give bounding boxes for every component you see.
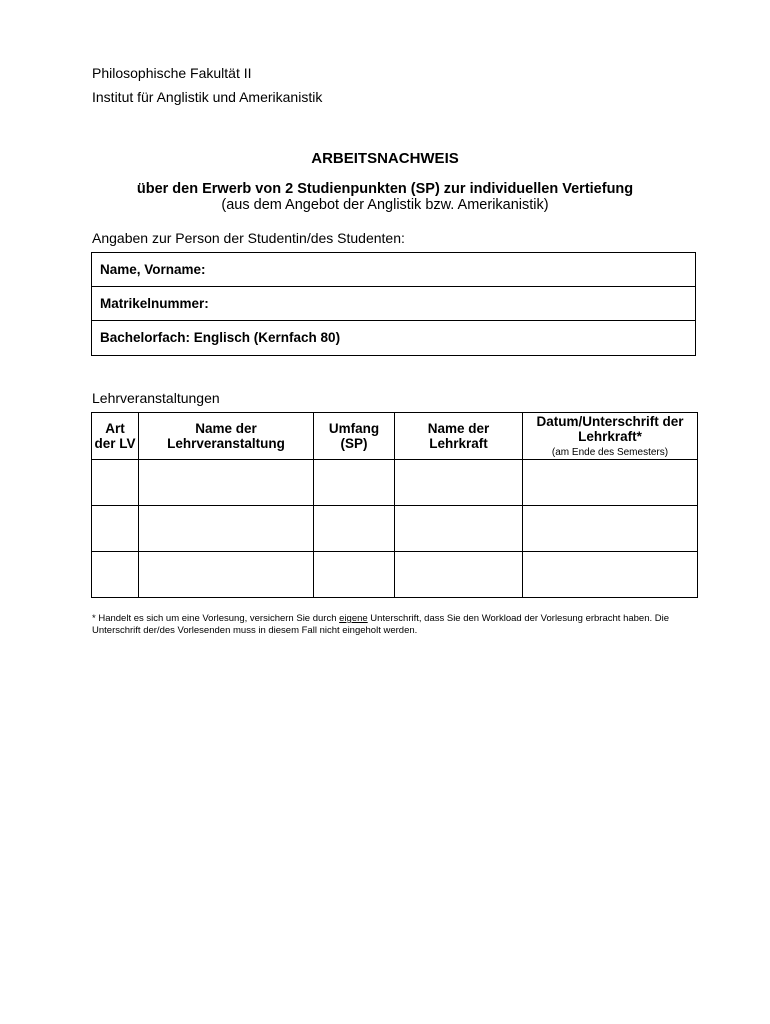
column-header-line: Name der — [427, 421, 490, 436]
column-header-line: Lehrkraft* — [578, 428, 642, 444]
table-cell[interactable] — [523, 460, 698, 506]
table-cell[interactable] — [139, 552, 314, 598]
column-header-line: Datum/Unterschrift der — [536, 413, 684, 429]
column-header-signature — [523, 413, 698, 460]
courses-section-heading: Lehrveranstaltungen — [92, 390, 220, 406]
table-cell[interactable] — [314, 506, 395, 552]
column-header-line: Lehrkraft — [429, 436, 488, 451]
table-cell[interactable] — [395, 506, 523, 552]
column-header-line: der LV — [94, 436, 136, 451]
column-header-line: Art — [105, 421, 125, 436]
footnote-emphasis: eigene — [339, 613, 368, 624]
faculty-name: Philosophische Fakultät II — [92, 65, 252, 81]
table-row — [92, 552, 698, 598]
column-header-course-name — [139, 413, 314, 460]
footnote-text: * Handelt es sich um eine Vorlesung, versichern Sie durch — [92, 613, 340, 624]
document-subtitle: über den Erwerb von 2 Studienpunkten (SP) zur individuellen Vertiefung — [136, 181, 634, 197]
table-cell[interactable] — [523, 552, 698, 598]
table-cell[interactable] — [139, 506, 314, 552]
table-header-row — [92, 413, 698, 460]
column-header-line: (SP) — [340, 436, 368, 451]
table-cell[interactable] — [395, 552, 523, 598]
document-title: ARBEITSNACHWEIS — [311, 150, 459, 167]
table-cell[interactable] — [314, 552, 395, 598]
column-header-credits — [314, 413, 395, 460]
table-cell[interactable] — [139, 460, 314, 506]
column-header-line: Name der — [195, 421, 257, 436]
column-header-note: (am Ende des Semesters) — [551, 446, 669, 458]
table-cell[interactable] — [92, 506, 139, 552]
footnote — [92, 613, 682, 637]
person-info-box — [91, 252, 696, 356]
column-header-line: Lehrveranstaltung — [167, 436, 285, 451]
column-header-course-type — [92, 413, 139, 460]
bachelor-subject-field: Bachelorfach: Englisch (Kernfach 80) — [100, 330, 341, 345]
footnote-text: Unterschrift, dass Sie den Workload der Vorlesung erbracht haben. Die Unterschrift der/des Vorlesenden muss in diesem Fall nicht eingeholt werden. — [92, 613, 670, 636]
table-row — [92, 506, 698, 552]
courses-table — [91, 412, 698, 598]
institute-name: Institut für Anglistik und Amerikanistik — [92, 89, 323, 105]
table-row — [92, 460, 698, 506]
table-cell[interactable] — [92, 552, 139, 598]
matriculation-number-field[interactable]: Matrikelnummer: — [92, 287, 695, 321]
table-cell[interactable] — [395, 460, 523, 506]
table-cell[interactable] — [523, 506, 698, 552]
column-header-line: Umfang — [328, 421, 380, 436]
column-header-lecturer — [395, 413, 523, 460]
person-section-heading: Angaben zur Person der Studentin/des Studenten: — [92, 230, 405, 246]
table-cell[interactable] — [92, 460, 139, 506]
document-subtitle-note: (aus dem Angebot der Anglistik bzw. Amerikanistik) — [221, 197, 549, 213]
name-field[interactable]: Name, Vorname: — [92, 253, 695, 287]
table-cell[interactable] — [314, 460, 395, 506]
